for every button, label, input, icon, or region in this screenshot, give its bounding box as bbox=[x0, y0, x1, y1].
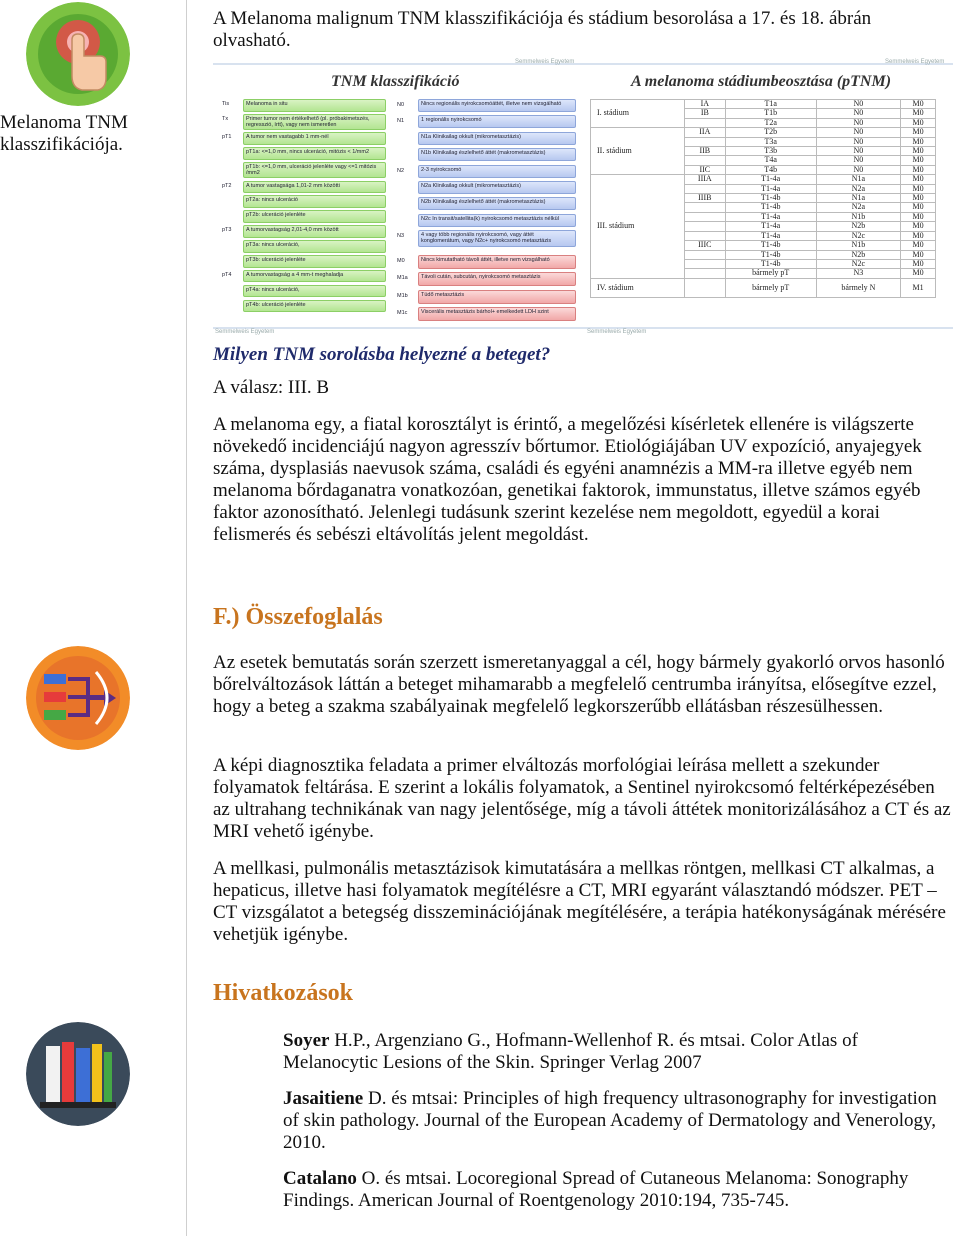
stage-cell: M1 bbox=[901, 278, 936, 297]
reference-3 bbox=[283, 1168, 953, 1212]
t-cell: A tumorvastagság 2,01-4,0 mm között bbox=[243, 225, 386, 238]
summary-heading: F.) Összefoglalás bbox=[213, 604, 383, 630]
stage-table bbox=[590, 99, 936, 298]
stage-cell: M0 bbox=[901, 241, 936, 250]
stage-cell: M0 bbox=[901, 269, 936, 278]
stage-cell bbox=[685, 203, 726, 212]
reference-text: O. és mtsai. Locoregional Spread of Cutaneous Melanoma: Sonography Findings. American Journal of Roentgenology 2010:194, 735-745. bbox=[283, 1168, 909, 1211]
reference-text: D. és mtsai: Principles of high frequency ultrasonography for investigation of skin pathology. Journal of the European Academy of Dermatology and Venerology, 2010. bbox=[283, 1088, 937, 1153]
tnm-title: TNM klasszifikáció bbox=[331, 73, 460, 90]
slide-watermark-top: Semmelweis Egyetem bbox=[515, 59, 575, 65]
stage-label: III. stádium bbox=[591, 175, 685, 278]
stage-cell: M0 bbox=[901, 100, 936, 109]
n-cell: N2c In transit/satellita(k) nyirokcsomó metasztázis nélkül bbox=[418, 214, 576, 227]
stage-cell: N1a bbox=[816, 194, 900, 203]
stage-cell: M0 bbox=[901, 147, 936, 156]
stage-cell: N2a bbox=[816, 203, 900, 212]
stage-cell: IA bbox=[685, 100, 726, 109]
stage-cell: IIIA bbox=[685, 175, 726, 184]
stage-cell: N0 bbox=[816, 137, 900, 146]
slide-watermark-top-right: Semmelweis Egyetem bbox=[885, 59, 945, 65]
stage-cell: T1-4b bbox=[725, 241, 816, 250]
stage-cell: bármely pT bbox=[725, 269, 816, 278]
stage-cell: T1-4a bbox=[725, 175, 816, 184]
category-code: Tx bbox=[222, 115, 229, 122]
slide-bottom-line bbox=[213, 327, 953, 329]
t-cell: A tumor vastagsága 1,01-2 mm közötti bbox=[243, 181, 386, 194]
stage-cell: N0 bbox=[816, 109, 900, 118]
stage-cell: N3 bbox=[816, 269, 900, 278]
stage-cell: M0 bbox=[901, 231, 936, 240]
stage-cell: N2c bbox=[816, 259, 900, 268]
stage-cell: T1-4b bbox=[725, 259, 816, 268]
stage-cell: T1-4a bbox=[725, 212, 816, 221]
t-cell: pT2b: ulceráció jelenléte bbox=[243, 210, 386, 223]
category-code: N1 bbox=[397, 118, 405, 125]
stage-cell: T1a bbox=[725, 100, 816, 109]
stage-cell: IIIB bbox=[685, 194, 726, 203]
stage-cell bbox=[685, 278, 726, 297]
stage-cell: N1a bbox=[816, 175, 900, 184]
stage-cell: bármely N bbox=[816, 278, 900, 297]
n-cell: N1a Klinikailag okkult (mikrometasztázis) bbox=[418, 132, 576, 145]
stage-cell: IIC bbox=[685, 165, 726, 174]
stage-row bbox=[591, 100, 936, 109]
t-cell: pT3b: ulceráció jelenléte bbox=[243, 255, 386, 268]
t-cell: pT4b: ulceráció jelenléte bbox=[243, 300, 386, 313]
n-cell: 2-3 nyirokcsomó bbox=[418, 165, 576, 178]
stage-row bbox=[591, 128, 936, 137]
stage-cell: N2b bbox=[816, 222, 900, 231]
stage-cell: T1-4a bbox=[725, 184, 816, 193]
question-text: Milyen TNM sorolásba helyezné a beteget? bbox=[213, 344, 551, 365]
stage-cell: M0 bbox=[901, 250, 936, 259]
figure-caption: Melanoma TNM klasszifikációja. bbox=[0, 112, 128, 155]
t-cell: pT3a: nincs ulceráció, bbox=[243, 240, 386, 253]
summary-paragraph-1: Az esetek bemutatás során szerzett ismeretanyaggal a cél, hogy bármely gyakorló orvos hasonló bőrelváltozások láttán a beteget mihamarabb a megfelelő centrumba irányítsa, elősegítve ezzel, hogy a beteg a szakma szabályainak megfelelő legkorszerűbb ellátásban részesülhessen. bbox=[213, 652, 945, 717]
t-cell: pT1b: <=1,0 mm, ulceráció jelenléte vagy <=1 mitózis /mm2 bbox=[243, 162, 386, 178]
reference-author: Catalano bbox=[283, 1168, 357, 1189]
stage-cell: M0 bbox=[901, 212, 936, 221]
books-icon bbox=[26, 1022, 130, 1126]
stage-cell: IIB bbox=[685, 147, 726, 156]
stage-cell: M0 bbox=[901, 184, 936, 193]
stage-label: IV. stádium bbox=[591, 278, 685, 297]
references-heading: Hivatkozások bbox=[213, 980, 354, 1006]
stage-cell: T2b bbox=[725, 128, 816, 137]
stage-cell: T1-4b bbox=[725, 250, 816, 259]
category-code: N2 bbox=[397, 167, 405, 174]
stage-cell bbox=[685, 259, 726, 268]
stage-label: II. stádium bbox=[591, 128, 685, 175]
stage-cell: T1-4a bbox=[725, 222, 816, 231]
t-cell: A tumor nem vastagabb 1 mm-nél bbox=[243, 132, 386, 145]
category-code: N3 bbox=[397, 233, 405, 240]
stage-cell: N1b bbox=[816, 212, 900, 221]
intro-text: A Melanoma malignum TNM klasszifikációja és stádium besorolása a 17. és 18. ábrán olvasható. bbox=[213, 8, 872, 51]
reference-author: Soyer bbox=[283, 1030, 330, 1051]
category-code: M0 bbox=[397, 258, 405, 264]
m-cell: Nincs kimutatható távoli áttét, illetve nem vizsgálható bbox=[418, 255, 576, 269]
stage-cell: M0 bbox=[901, 118, 936, 127]
t-cell: Primer tumor nem értékelhető (pl. próbakimetszés, regresszió, írtt), vagy nem ismeretlen bbox=[243, 114, 386, 130]
t-cell: pT1a: <=1,0 mm, nincs ulceráció, mitózis < 1/mm2 bbox=[243, 147, 386, 160]
stage-cell bbox=[685, 212, 726, 221]
n-cell: N2b Klinikailag észlelhető áttét (makrometasztázis) bbox=[418, 197, 576, 210]
reference-text: H.P., Argenziano G., Hofmann-Wellenhof R. és mtsai. Color Atlas of Melanocytic Lesions of the Skin. Springer Verlag 2007 bbox=[283, 1030, 858, 1073]
stage-cell: IIIC bbox=[685, 241, 726, 250]
answer-text: A válasz: III. B bbox=[213, 377, 330, 398]
tnm-slide bbox=[213, 59, 953, 337]
stage-title: A melanoma stádiumbeosztása (pTNM) bbox=[631, 73, 892, 90]
stage-cell: T2a bbox=[725, 118, 816, 127]
stage-cell bbox=[685, 269, 726, 278]
stage-cell: M0 bbox=[901, 259, 936, 268]
slide-top-line bbox=[213, 63, 953, 65]
stage-cell bbox=[685, 222, 726, 231]
stage-cell: N0 bbox=[816, 147, 900, 156]
n-cell: Nincs regionális nyirokcsomóáttét, illetve nem vizsgálható bbox=[418, 99, 576, 112]
t-cell: A tumorvastagság a 4 mm-t meghaladja bbox=[243, 270, 386, 283]
stage-cell: bármely pT bbox=[725, 278, 816, 297]
category-code: pT2 bbox=[222, 182, 232, 189]
stage-cell: N0 bbox=[816, 118, 900, 127]
n-cell: 4 vagy több regionális nyirokcsomó, vagy áttét konglomerátum, vagy N2c+ nyirokcsomó metasztázis bbox=[418, 230, 576, 247]
category-code: pT3 bbox=[222, 227, 232, 234]
category-code: pT1 bbox=[222, 134, 232, 141]
stage-cell: T1b bbox=[725, 109, 816, 118]
reference-2 bbox=[283, 1088, 953, 1154]
stage-cell: T3a bbox=[725, 137, 816, 146]
stage-cell: M0 bbox=[901, 203, 936, 212]
stage-cell: M0 bbox=[901, 194, 936, 203]
t-cell: Melanoma in situ bbox=[243, 99, 386, 112]
stage-cell: M0 bbox=[901, 109, 936, 118]
category-code: N0 bbox=[397, 102, 405, 108]
stage-cell: T1-4a bbox=[725, 231, 816, 240]
stage-cell: N2c bbox=[816, 231, 900, 240]
stage-cell: N0 bbox=[816, 100, 900, 109]
stage-cell: N0 bbox=[816, 156, 900, 165]
stage-cell: M0 bbox=[901, 165, 936, 174]
stage-cell: N2a bbox=[816, 184, 900, 193]
category-code: M1c bbox=[397, 309, 408, 316]
stage-cell: M0 bbox=[901, 175, 936, 184]
summary-paragraph-2: A képi diagnosztika feladata a primer elváltozás morfológiai leírása mellett a szekunder folyamatok feltárása. E szerint a lokális folyamatok, a Sentinel nyirokcsomó feltérképezésében az ultrahang technikának van nagy jelentősége, míg a távoli áttétek monitorizálásához a CT és az MRI vehető igénybe. bbox=[213, 755, 951, 842]
slide-watermark-bottom: Semmelweis Egyetem bbox=[215, 329, 275, 335]
stage-cell: IB bbox=[685, 109, 726, 118]
category-code: M1a bbox=[397, 275, 408, 282]
n-cell: N2a Klinikailag okkult (mikrometasztázis) bbox=[418, 181, 576, 194]
stage-cell: T1-4b bbox=[725, 203, 816, 212]
slide-watermark-bottom-right: Semmelweis Egyetem bbox=[587, 329, 647, 335]
category-code: pT4 bbox=[222, 271, 232, 278]
stage-cell: M0 bbox=[901, 128, 936, 137]
stage-cell: T4a bbox=[725, 156, 816, 165]
reference-1 bbox=[283, 1030, 953, 1074]
m-cell: Távoli cután, subcután, nyirokcsomó metasztázis bbox=[418, 272, 576, 286]
n-cell: N1b Klinikailag észlelhető áttét (makrometasztázis) bbox=[418, 148, 576, 161]
category-code: M1b bbox=[397, 292, 408, 299]
stage-cell bbox=[685, 250, 726, 259]
stage-cell: IIA bbox=[685, 128, 726, 137]
stage-cell: T3b bbox=[725, 147, 816, 156]
stage-cell: T1-4b bbox=[725, 194, 816, 203]
reference-author: Jasaitiene bbox=[283, 1088, 364, 1109]
sidebar bbox=[0, 0, 187, 1236]
category-code: Tis bbox=[222, 101, 230, 107]
m-cell: Viscerális metasztázis bárhol+ emelkedett LDH szint bbox=[418, 307, 576, 321]
stage-cell: N0 bbox=[816, 128, 900, 137]
melanoma-paragraph: A melanoma egy, a fiatal korosztályt is érintő, a megelőzési kísérletek ellenére is világszerte növekedő incidenciájú nagyon agresszív bőrtumor. Etiológiájában UV expozíció, anyajegyek száma, dysplasiás naevusok száma, családi és egyéni anamnézis a MM-ra illetve egyéb nem melanoma bőrdaganatra vonatkozóan, genetikai faktorok, immunstatus, illetve számos egyéb faktor azonosítható. Jelenlegi tudásunk szerint kezelése nem megoldott, egyedül a korai felismerés és sebészi eltávolítás jelent megoldást. bbox=[213, 414, 922, 545]
t-cell: pT2a: nincs ulceráció bbox=[243, 195, 386, 208]
stage-row bbox=[591, 278, 936, 297]
hand-touch-icon bbox=[26, 2, 130, 106]
n-cell: 1 regionális nyirokcsomó bbox=[418, 115, 576, 128]
stage-label: I. stádium bbox=[591, 100, 685, 128]
stage-cell bbox=[685, 156, 726, 165]
stage-cell: M0 bbox=[901, 222, 936, 231]
stage-cell: T4b bbox=[725, 165, 816, 174]
summary-paragraph-3: A mellkasi, pulmonális metasztázisok kimutatására a mellkas röntgen, mellkasi CT alkalmas, a hepaticus, illetve hasi folyamatok megítélésre a CT, MRI egyaránt választandó módszer. PET –CT vizsgálatot a betegség disszeminációjának megítélésére, a terápia hatékonyságának mérésére vehetjük igénybe. bbox=[213, 858, 946, 945]
stage-cell: M0 bbox=[901, 137, 936, 146]
flow-arrows-icon bbox=[26, 646, 130, 750]
stage-row bbox=[591, 175, 936, 184]
stage-cell: N1b bbox=[816, 241, 900, 250]
m-cell: Tüdő metasztázis bbox=[418, 290, 576, 304]
stage-cell: M0 bbox=[901, 156, 936, 165]
t-cell: pT4a: nincs ulceráció, bbox=[243, 285, 386, 298]
stage-cell: N2b bbox=[816, 250, 900, 259]
stage-cell: N0 bbox=[816, 165, 900, 174]
